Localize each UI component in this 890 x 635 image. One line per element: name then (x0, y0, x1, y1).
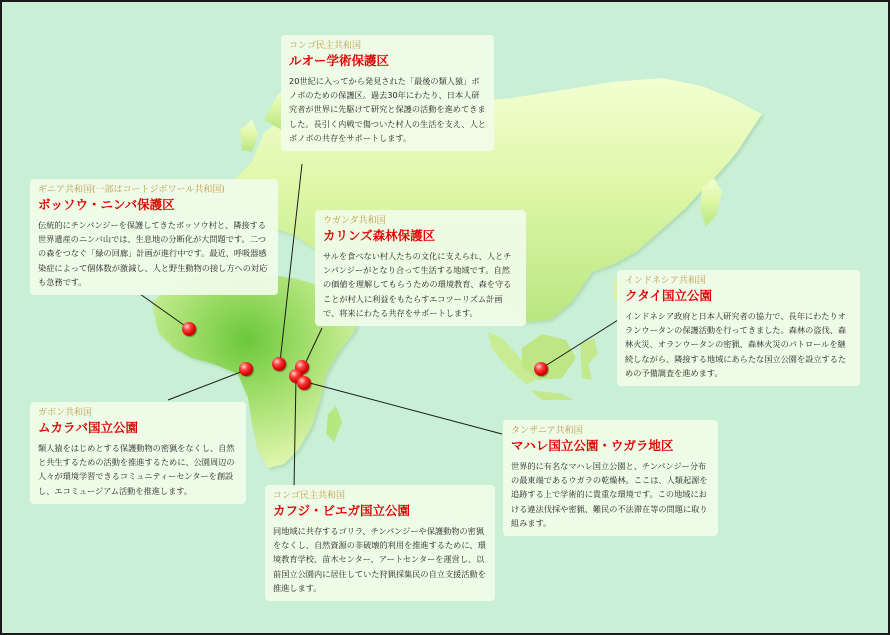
site-card-kutai (617, 270, 860, 386)
site-country: ガボン共和国 (38, 408, 93, 418)
site-card-mahale (503, 420, 718, 536)
site-card-bossou (30, 179, 278, 295)
pin-moukalaba[interactable] (239, 362, 253, 376)
pin-bossou[interactable] (182, 322, 196, 336)
site-title: カリンズ森林保護区 (323, 228, 436, 243)
site-description: 世界的に有名なマハレ国立公園と、チンパンジー分布の最東端であるウガラの乾燥林。ここは、人類起源を追跡する上で学術的に貴重な環境です。この地域における違法伐採や密猟、難民の不法滞在等の問題に取り組みます。 (511, 461, 708, 528)
site-country: コンゴ民主共和国 (273, 491, 346, 501)
site-description: 類人猿をはじめとする保護動物の密猟をなくし、自然と共生するための活動を推進するために、公園周辺の人々が環境学習できるコミュニティーセンターを創設し、エコミュージアム活動を推進します。 (38, 443, 235, 496)
line-moukalaba (168, 370, 246, 400)
site-description: 20世紀に入ってから発見された「最後の類人猿」ボノボのための保護区。過去30年にわたり、日本人研究者が世界に先駆けて研究と保護の活動を進めてきました。長引く内戦で傷ついた村人の生活を支え、人とボノボの共存をサポートします。 (289, 76, 486, 143)
site-country: ギニア共和国(一部はコートジボワール共和国) (38, 185, 225, 195)
site-country: ウガンダ共和国 (323, 216, 386, 226)
site-country: コンゴ民主共和国 (289, 41, 362, 51)
britain-island (240, 120, 258, 152)
site-description: 伝統的にチンパンジーを保護してきたボッソウ村と、隣接する世界遺産のニンバ山では、生息地の分断化が大問題です。二つの森をつなぐ「緑の回廊」計画が進行中です。最近、呼吸器感染症によって個体数が激減し、人と野生動物の接し方への対応も急務です。 (38, 220, 268, 287)
pin-luo[interactable] (272, 357, 286, 371)
site-title: カフジ・ビエガ国立公園 (273, 503, 411, 518)
sulawesi (580, 338, 598, 380)
pin-kutai[interactable] (534, 362, 548, 376)
site-title: ムカラバ国立公園 (38, 420, 139, 435)
site-country: インドネシア共和国 (625, 276, 706, 286)
site-country: タンザニア共和国 (511, 426, 583, 436)
java (530, 390, 574, 400)
madagascar-island (326, 406, 342, 442)
site-card-kalinzu (315, 210, 526, 326)
pin-mahale[interactable] (297, 376, 311, 390)
site-card-moukalaba (30, 402, 246, 504)
site-description: サルを食べない村人たちの文化に支えられ、人とチンパンジーがとなり合って生活する地域です。自然の価値を理解してもらうための環境教育、森を守ることが村人に利益をもたらすエコツーリズム計画で、将来にわたる共存をサポートします。 (323, 251, 512, 318)
site-card-luo (281, 35, 494, 151)
site-description: 同地域に共存するゴリラ、チンパンジーや保護動物の密猟をなくし、自然資源の非破壊的利用を推進するために、環境教育学校、苗木センター、アートセンターを運営し、以前国立公園内に居住していた狩猟採集民の自立支援活動を推進します。 (273, 526, 486, 593)
site-title: マハレ国立公園・ウガラ地区 (511, 438, 674, 453)
site-title: ボッソウ・ニンバ保護区 (38, 197, 175, 212)
site-title: ルオー学術保護区 (289, 53, 390, 68)
site-description: インドネシア政府と日本人研究者の協力で、長年にわたりオランウータンの保護活動を行ってきました。森林の盗伐、森林火災、オランウータンの密猟、森林火災のパトロールを継続しながら、隣接する地域にあらたな国立公園を設立するための予備調査を進めます。 (625, 311, 847, 378)
site-card-kahuzi (265, 485, 495, 601)
site-title: クタイ国立公園 (625, 288, 713, 303)
